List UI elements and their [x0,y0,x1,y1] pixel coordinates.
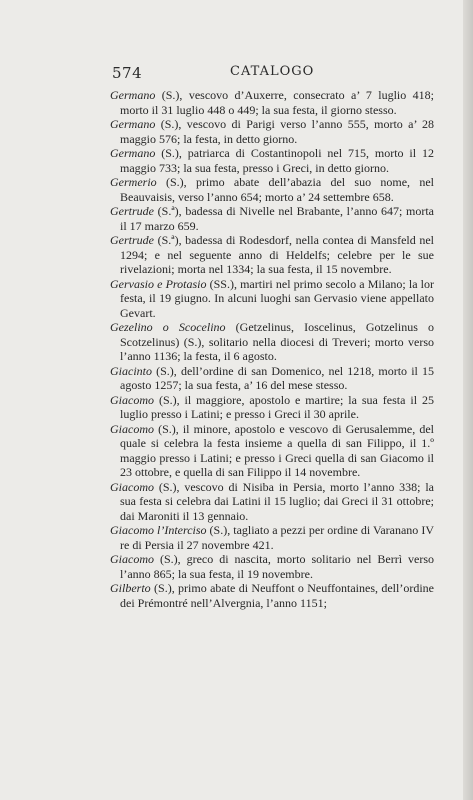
catalog-entry [110,393,434,422]
entry-name: Giacomo [110,479,154,494]
entry-text: (S.), tagliato a pezzi per ordine di Varanano IV re di Persia il 27 novembre 421. [120,523,434,552]
catalog-entry [110,117,434,146]
entry-text: (S.), primo abate dell’abazia del suo nome, nel Beauvaisis, verso l’anno 654; morto a’ 24 settembre 658. [120,175,434,204]
entry-text: (S.), vescovo di Parigi verso l’anno 555, morto a’ 28 maggio 576; la festa, in detto giorno. [120,117,434,146]
catalog-entry [110,552,434,581]
catalog-entry [110,146,434,175]
entry-text: (S.), il minore, apostolo e vescovo di Gerusalemme, del quale si celebra la festa insieme a quella di san Filippo, il 1.º maggio presso i Latini; e presso i Greci quella di san Giacomo il 23 ottobre, e quella di san Filippo il 14 novembre. [120,421,434,479]
entry-name: Giacomo [110,552,154,566]
entry-name: Germano [110,88,156,102]
entry-text: (S.), vescovo d’Auxerre, consecrato a’ 7 luglio 418; morto il 31 luglio 448 o 449; la sua festa, il giorno stesso. [120,88,434,117]
entry-name: Gilberto [110,581,151,595]
catalog-entry [110,364,434,393]
page-header [112,64,432,82]
entry-text: (S.), dell’ordine di san Domenico, nel 1218, morto il 15 agosto 1257; la sua festa, a’ 16 del mese stesso. [120,363,434,392]
entry-text: (S.), patriarca di Costantinopoli nel 715, morto il 12 maggio 733; la sua festa, presso i Greci, in detto giorno. [120,146,434,175]
entry-name: Gertrude [110,233,154,247]
catalog-text [110,88,434,610]
catalog-entry [110,204,434,233]
entry-name: Gervasio e Protasio [110,276,207,291]
entry-name: Germerio [110,175,157,189]
entry-text: (S.), primo abate di Neuffont o Neuffontaines, dell’ordine dei Prémontré nell’Alvergnia, l’anno 1151; [120,581,434,610]
entry-name: Giacomo [110,421,154,436]
entry-text: (S.), il maggiore, apostolo e martire; la sua festa il 25 luglio presso i Latini; e presso i Greci il 30 aprile. [120,392,434,421]
entry-text: (S.ª), badessa di Rodesdorf, nella contea di Mansfeld nel 1294; e nel seguente anno di Heldelfs; celebre per le sue rivelazioni; morta nel 1334; la sua festa, il 15 novembre. [120,233,434,276]
running-head: CATALOGO [230,64,315,79]
entry-name: Germano [110,117,156,131]
page-number: 574 [112,64,143,82]
entry-name: Giacinto [110,363,152,378]
catalog-entry [110,523,434,552]
catalog-entry [110,320,434,364]
catalog-entry [110,422,434,480]
entry-name: Giacomo l’Interciso [110,523,207,537]
catalog-entry [110,233,434,277]
entry-text: (Getzelinus, Ioscelinus, Gotzelinus o Scotzelinus) (S.), solitario nella diocesi di Treveri; morto verso l’anno 1136; la festa, il 6 agosto. [120,320,434,363]
entry-text: (S.), vescovo di Nisiba in Persia, morto l’anno 338; la sua festa si celebra dai Latini il 15 luglio; dai Greci il 31 ottobre; dai Maroniti il 13 gennaio. [120,479,434,523]
entry-name: Gezelino o Scocelino [110,320,226,334]
catalog-entry [110,480,434,524]
entry-name: Gertrude [110,204,154,218]
entry-name: Germano [110,146,156,160]
entry-text: (S.), greco di nascita, morto solitario nel Berrì verso l’anno 865; la sua festa, il 19 novembre. [120,552,434,581]
entry-text: (SS.), martiri nel primo secolo a Milano; la lor festa, il 19 giugno. In alcuni luoghi san Gervasio viene appellato Gevart. [120,276,434,320]
catalog-entry [110,581,434,610]
page-edge [463,0,473,800]
catalog-entry [110,88,434,117]
catalog-entry [110,175,434,204]
catalog-entry [110,277,434,321]
entry-name: Giacomo [110,392,154,407]
entry-text: (S.ª), badessa di Nivelle nel Brabante, l’anno 647; morta il 17 marzo 659. [120,204,434,233]
